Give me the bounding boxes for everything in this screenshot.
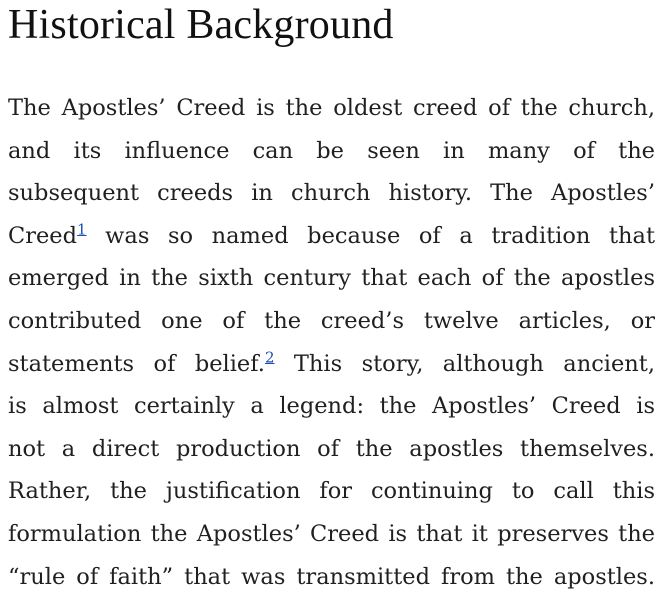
paragraph-line: contributed one of the creed’s twelve articles, or [8,307,655,334]
paragraph-line [8,215,655,258]
paragraph-line: The Apostles’ Creed is the oldest creed of the church, [8,95,655,121]
section-heading: Historical Background [8,2,394,48]
paragraph-line: not a direct production of the apostles themselves. [8,435,655,462]
line-text: This story, although ancient, [274,350,655,377]
paragraph-line: subsequent creeds in church history. The Apostles’ [8,180,655,207]
line-text: Creed [8,222,78,249]
paragraph-line: emerged in the sixth century that each of the apostles [8,265,655,292]
body-paragraph [8,87,655,598]
paragraph-line [8,343,655,386]
footnote-link-2[interactable]: 2 [264,348,275,367]
line-text: was so named because of a tradition that [86,222,655,249]
paragraph-line: and its influence can be seen in many of the [8,137,655,164]
paragraph-line: formulation the Apostles’ Creed is that it preserves the [8,520,655,547]
paragraph-line: Rather, the justification for continuing to call this [8,478,655,505]
document-page [8,0,655,598]
paragraph-line: is almost certainly a legend: the Apostles’ Creed is [8,393,655,420]
footnote-link-1[interactable]: 1 [77,220,87,239]
line-text: statements of belief. [8,350,265,377]
paragraph-line: “rule of faith” that was transmitted from the apostles. [8,563,655,590]
